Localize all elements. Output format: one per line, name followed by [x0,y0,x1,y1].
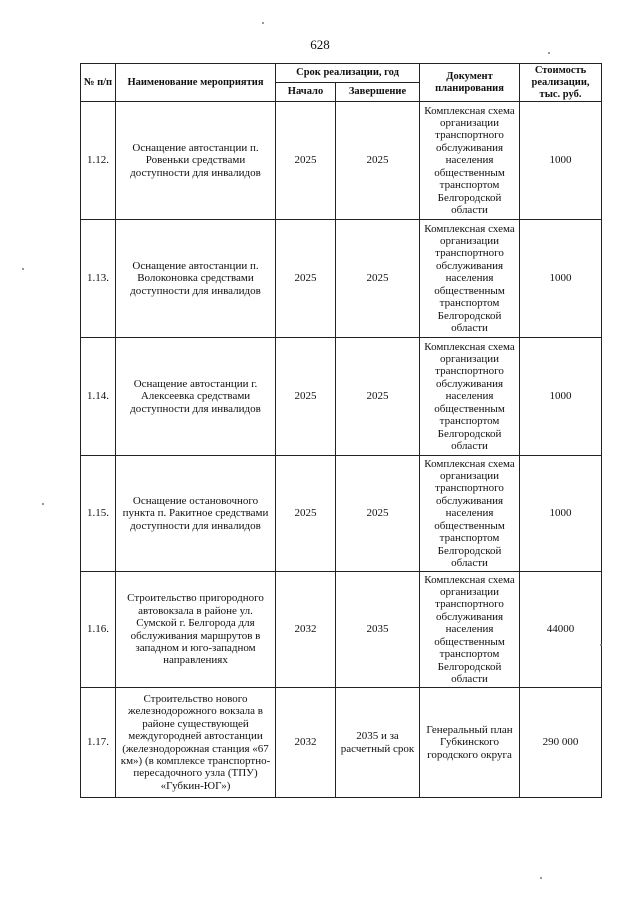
row-end: 2035 и за расчетный срок [336,688,420,798]
row-number: 1.12. [81,102,116,220]
row-end: 2025 [336,338,420,456]
table-row [81,572,602,688]
scan-speck [600,644,602,646]
activities-table [80,63,602,798]
row-name: Оснащение автостанции п. Волоконовка средствами доступности для инвалидов [116,220,276,338]
row-name: Строительство нового железнодорожного вокзала в районе существующей междугородней автостанции (железнодорожная станция «67 км») (в комплексе транспортно-пересадочного узла (ТПУ) «Губкин-ЮГ») [116,688,276,798]
row-number: 1.17. [81,688,116,798]
row-cost: 1000 [520,102,602,220]
row-start: 2025 [276,456,336,572]
scan-speck [42,503,44,505]
row-number: 1.16. [81,572,116,688]
header-start: Начало [276,83,336,102]
row-document: Комплексная схема организации транспортного обслуживания населения общественным транспортом Белгородской области [420,102,520,220]
row-name: Оснащение автостанции п. Ровеньки средствами доступности для инвалидов [116,102,276,220]
header-period: Срок реализации, год [276,64,420,83]
page-number: 628 [310,37,330,52]
row-cost: 1000 [520,338,602,456]
row-cost: 1000 [520,456,602,572]
row-cost: 290 000 [520,688,602,798]
header-document: Документ планирования [420,64,520,102]
scan-speck [22,268,24,270]
scan-speck [540,877,542,879]
scan-speck [548,52,550,54]
row-name: Строительство пригородного автовокзала в районе ул. Сумской г. Белгорода для обслуживания маршрутов в западном и юго-западном направлениях [116,572,276,688]
header-number: № п/п [81,64,116,102]
row-number: 1.14. [81,338,116,456]
row-start: 2025 [276,102,336,220]
row-start: 2032 [276,688,336,798]
table-row [81,102,602,220]
table-row [81,220,602,338]
row-document: Комплексная схема организации транспортного обслуживания населения общественным транспортом Белгородской области [420,456,520,572]
scan-speck [262,22,264,24]
row-cost: 44000 [520,572,602,688]
row-end: 2025 [336,220,420,338]
row-document: Комплексная схема организации транспортного обслуживания населения общественным транспортом Белгородской области [420,338,520,456]
table-row [81,688,602,798]
row-cost: 1000 [520,220,602,338]
row-start: 2025 [276,338,336,456]
row-end: 2035 [336,572,420,688]
table-row [81,456,602,572]
row-start: 2025 [276,220,336,338]
row-end: 2025 [336,102,420,220]
row-name: Оснащение остановочного пункта п. Ракитное средствами доступности для инвалидов [116,456,276,572]
row-end: 2025 [336,456,420,572]
row-document: Генеральный план Губкинского городского округа [420,688,520,798]
row-start: 2032 [276,572,336,688]
header-name: Наименование мероприятия [116,64,276,102]
row-document: Комплексная схема организации транспортного обслуживания населения общественным транспортом Белгородской области [420,572,520,688]
row-number: 1.15. [81,456,116,572]
table-row [81,338,602,456]
row-name: Оснащение автостанции г. Алексеевка средствами доступности для инвалидов [116,338,276,456]
row-number: 1.13. [81,220,116,338]
header-cost: Стоимость реализации, тыс. руб. [520,64,602,102]
row-document: Комплексная схема организации транспортного обслуживания населения общественным транспортом Белгородской области [420,220,520,338]
header-end: Завершение [336,83,420,102]
